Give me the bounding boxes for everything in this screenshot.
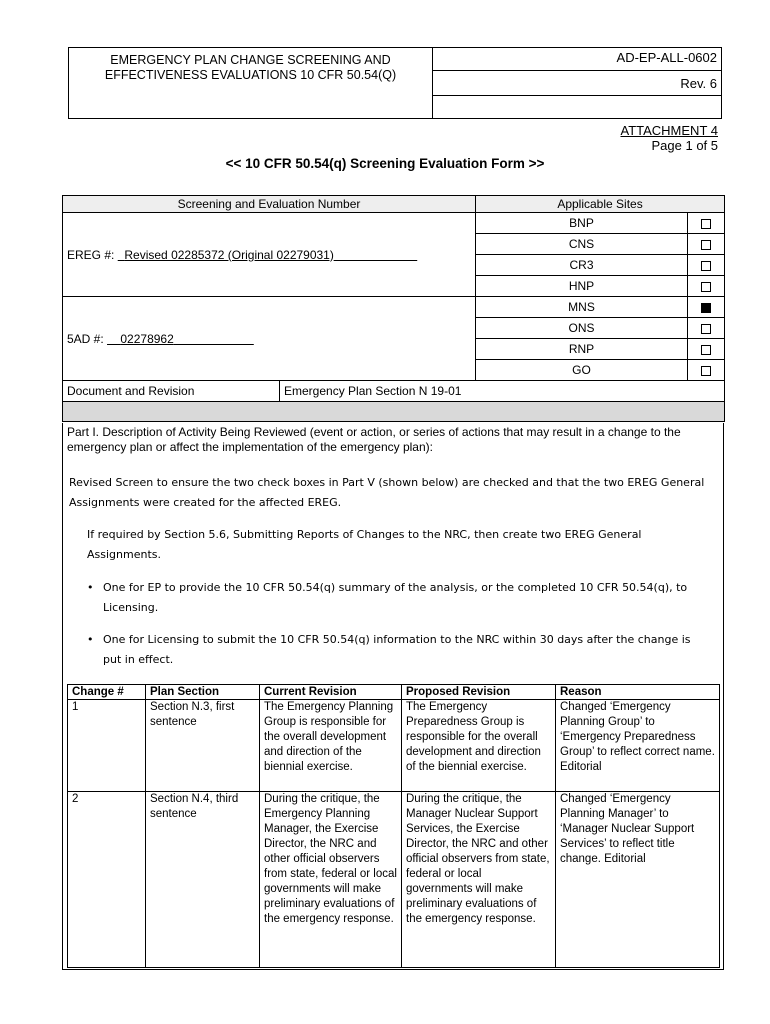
- part1-heading: Part I. Description of Activity Being Reviewed (event or action, or series of actions that may result in a change to the emergency plan or affect the implementation of the emergency plan):: [67, 425, 681, 454]
- document-revision-value[interactable]: Emergency Plan Section N 19-01: [280, 381, 725, 402]
- site-label: CR3: [476, 255, 688, 276]
- revision-number: Rev. 6: [680, 76, 717, 91]
- page-number: Page 1 of 5: [651, 138, 718, 153]
- site-label: HNP: [476, 276, 688, 297]
- shaded-separator: [63, 402, 725, 422]
- part1-bullet: [87, 578, 703, 618]
- change-table: [67, 684, 720, 968]
- checkbox-icon[interactable]: [701, 282, 711, 292]
- checkbox-icon[interactable]: [701, 219, 711, 229]
- checkbox-icon[interactable]: [701, 324, 711, 334]
- ereg-cell: [63, 213, 476, 297]
- site-checkbox[interactable]: [688, 297, 725, 318]
- ereg-label: EREG #:: [67, 247, 115, 262]
- header-meta: [433, 48, 721, 118]
- part1-paragraph: Revised Screen to ensure the two check boxes in Part V (shown below) are checked and that the two EREG General Assignments were created for the affected EREG.: [69, 476, 705, 509]
- change-reason: Changed ‘Emergency Planning Manager’ to ‘Manager Nuclear Support Services’ to reflect title change. Editorial: [556, 792, 720, 968]
- sad-label: 5AD #:: [67, 331, 104, 346]
- checkbox-icon[interactable]: [701, 261, 711, 271]
- site-label: ONS: [476, 318, 688, 339]
- header-divider: [433, 70, 721, 71]
- checkbox-icon[interactable]: [701, 345, 711, 355]
- column-header: Plan Section: [146, 685, 260, 700]
- document-header: [68, 47, 722, 119]
- site-checkbox[interactable]: [688, 318, 725, 339]
- change-number: 2: [68, 792, 146, 968]
- site-checkbox[interactable]: [688, 339, 725, 360]
- proposed-revision: During the critique, the Manager Nuclear Support Services, the Exercise Director, the NRC and other official observers from state, federal or local governments will make preliminary evaluations of the emergency response.: [402, 792, 556, 968]
- change-table-header: [68, 685, 720, 700]
- current-revision: During the critique, the Emergency Planning Manager, the Exercise Director, the NRC and other official observers from state, federal or local governments will make preliminary evaluations of the emergency response.: [260, 792, 402, 968]
- procedure-title-line2: EFFECTIVENESS EVALUATIONS 10 CFR 50.54(Q): [104, 68, 397, 82]
- column-header: Proposed Revision: [402, 685, 556, 700]
- applicable-sites-header: Applicable Sites: [476, 196, 725, 213]
- ereg-number[interactable]: Revised 02285372 (Original 02279031): [124, 247, 334, 262]
- part1-paragraph: If required by Section 5.6, Submitting Reports of Changes to the NRC, then create two EREG General Assignments.: [87, 528, 642, 561]
- site-label: RNP: [476, 339, 688, 360]
- site-label: MNS: [476, 297, 688, 318]
- screening-table: [62, 195, 725, 422]
- site-label: BNP: [476, 213, 688, 234]
- change-table-container: [67, 684, 719, 968]
- document-number: AD-EP-ALL-0602: [616, 50, 717, 65]
- bullet-text: One for EP to provide the 10 CFR 50.54(q) summary of the analysis, or the completed 10 CFR 50.54(q), to Licensing.: [103, 581, 688, 614]
- change-number: 1: [68, 700, 146, 792]
- column-header: Reason: [556, 685, 720, 700]
- proposed-revision: The Emergency Preparedness Group is responsible for the overall development and direction of the biennial exercise.: [402, 700, 556, 792]
- plan-section: Section N.3, first sentence: [146, 700, 260, 792]
- current-revision: The Emergency Planning Group is responsible for the overall development and direction of the biennial exercise.: [260, 700, 402, 792]
- site-checkbox[interactable]: [688, 276, 725, 297]
- checkbox-icon[interactable]: [701, 303, 711, 313]
- checkbox-icon[interactable]: [701, 366, 711, 376]
- site-label: CNS: [476, 234, 688, 255]
- sad-number[interactable]: 02278962: [120, 331, 174, 346]
- procedure-title-line1: EMERGENCY PLAN CHANGE SCREENING AND: [110, 53, 391, 67]
- document-revision-label: Document and Revision: [63, 381, 280, 402]
- procedure-title: [69, 48, 433, 118]
- attachment-info: [620, 123, 718, 153]
- bullet-icon: •: [87, 633, 94, 646]
- checkbox-icon[interactable]: [701, 240, 711, 250]
- table-row: [68, 700, 720, 792]
- site-checkbox[interactable]: [688, 213, 725, 234]
- table-row: [68, 792, 720, 968]
- screening-number-header: Screening and Evaluation Number: [63, 196, 476, 213]
- change-reason: Changed ‘Emergency Planning Group’ to ‘Emergency Preparedness Group’ to reflect correct name. Editorial: [556, 700, 720, 792]
- site-checkbox[interactable]: [688, 255, 725, 276]
- plan-section: Section N.4, third sentence: [146, 792, 260, 968]
- part1-bullet: [87, 630, 703, 670]
- column-header: Change #: [68, 685, 146, 700]
- sad-cell: [63, 297, 476, 381]
- site-label: GO: [476, 360, 688, 381]
- column-header: Current Revision: [260, 685, 402, 700]
- header-divider: [433, 95, 721, 96]
- attachment-label: ATTACHMENT 4: [620, 123, 718, 138]
- bullet-text: One for Licensing to submit the 10 CFR 50.54(q) information to the NRC within 30 days after the change is put in effect.: [103, 633, 691, 666]
- site-checkbox[interactable]: [688, 234, 725, 255]
- bullet-icon: •: [87, 581, 94, 594]
- site-checkbox[interactable]: [688, 360, 725, 381]
- form-title: << 10 CFR 50.54(q) Screening Evaluation Form >>: [225, 156, 545, 171]
